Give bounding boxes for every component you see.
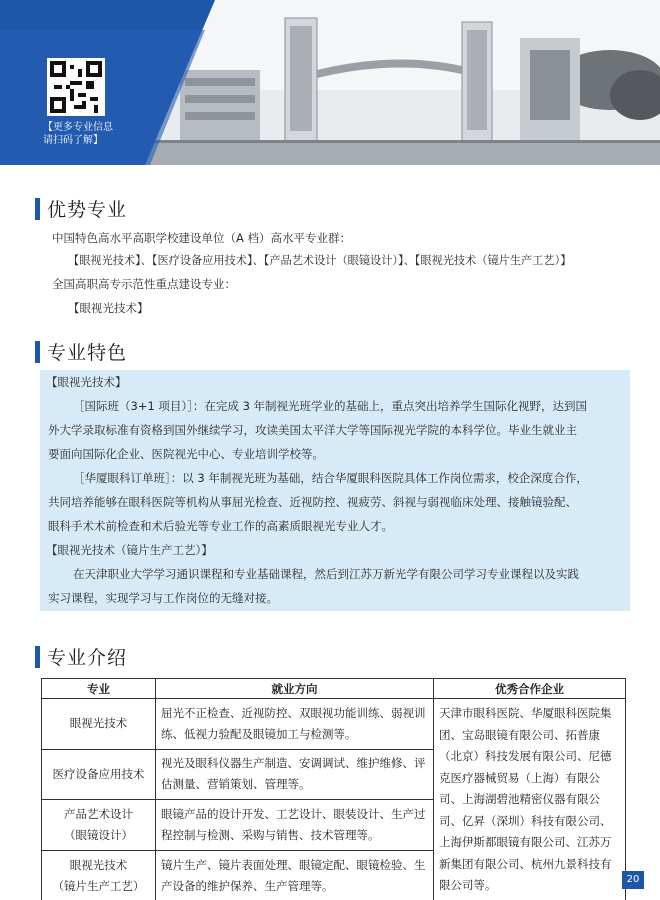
header-major: 专业 <box>42 679 156 699</box>
qr-code[interactable] <box>47 58 105 116</box>
major-name: 眼视光技术 <box>69 857 128 872</box>
advantages-line3: 全国高职高专示范性重点建设专业： <box>52 277 236 291</box>
features-box <box>40 370 630 611</box>
direction-cell: 视光及眼科仪器生产制造、安调调试、维护维修、评估测量、营销策划、管理等。 <box>156 749 434 800</box>
qr-code-icon <box>50 61 102 113</box>
major-cell <box>42 699 156 750</box>
intro-title: 专业介绍 <box>47 647 128 669</box>
major-name: 眼视光技术 <box>69 716 128 731</box>
table-row <box>42 699 626 750</box>
feature-line: 在天津职业大学学习通识课程和专业基础课程，然后到江苏万新光学有限公司学习专业课程以及实践 <box>73 567 579 581</box>
advantages-line2: 【眼视光技术】、【医疗设备应用技术】、【产品艺术设计（眼镜设计）】、【眼视光技术（镜片生产工艺）】 <box>68 254 572 267</box>
major-name: 医疗设备应用技术 <box>52 766 145 781</box>
feature-line: ［国际班（3+1 项目）］：在完成 3 年制视光班学业的基础上，重点突出培养学生国际化视野，达到国 <box>73 399 588 413</box>
qr-caption-line1: 【更多专业信息 <box>43 122 113 133</box>
table-header-row <box>42 679 626 699</box>
major-subname: （眼镜设计） <box>64 828 133 843</box>
features-heading <box>35 338 127 365</box>
advantages-heading <box>35 195 127 222</box>
major-cell <box>42 850 156 900</box>
feature-line: ［华厦眼科订单班］：以 3 年制视光班为基础，结合华厦眼科医院具体工作岗位需求，校企深度合作， <box>73 471 588 485</box>
qr-caption-line2: 请扫码了解】 <box>43 135 103 146</box>
qr-caption <box>43 121 123 147</box>
blue-diagonal-panel <box>0 0 260 165</box>
advantages-line4: 【眼视光技术】 <box>68 301 149 315</box>
partners-cell: 天津市眼科医院、华厦眼科医院集团、宝岛眼镜有限公司、拓普康（北京）科技发展有限公司、尼德克医疗器械贸易（上海）有限公司、上海湖碧池精密仪器有限公司、亿昇（深圳）科技有限公司、上海伊斯都眼镜有限公司、江苏万新集团有限公司、杭州九景科技有限公司等。 <box>434 699 626 900</box>
feature-line: 实习课程，实现学习与工作岗位的无缝对接。 <box>48 591 278 605</box>
feature-line: 共同培养能够在眼科医院等机构从事屈光检查、近视防控、视疲劳、斜视与弱视临床处理、接触镜验配、 <box>48 495 577 509</box>
intro-heading <box>35 643 127 670</box>
feature-line: 【眼视光技术】 <box>46 375 127 389</box>
feature-line: 【眼视光技术（镜片生产工艺）】 <box>46 543 213 557</box>
feature-line: 眼科手术术前检查和术后验光等专业工作的高素质眼视光专业人才。 <box>48 519 393 533</box>
page-number: 20 <box>622 871 644 889</box>
heading-bar <box>35 646 40 668</box>
heading-bar <box>35 198 40 220</box>
header-direction: 就业方向 <box>156 679 434 699</box>
advantages-line1: 中国特色高水平高职学校建设单位（A 档）高水平专业群： <box>52 231 352 245</box>
feature-line: 要面向国际化企业、医院视光中心、专业培训学校等。 <box>48 447 324 461</box>
header-banner <box>0 0 660 165</box>
heading-bar <box>35 341 40 363</box>
features-title: 专业特色 <box>47 342 128 364</box>
major-cell <box>42 749 156 800</box>
direction-cell: 镜片生产、镜片表面处理、眼镜定配、眼镜检验、生产设备的维护保养、生产管理等。 <box>156 850 434 900</box>
major-cell <box>42 800 156 851</box>
direction-cell: 眼镜产品的设计开发、工艺设计、眼装设计、生产过程控制与检测、采购与销售、技术管理等。 <box>156 800 434 851</box>
direction-cell: 屈光不正检查、近视防控、双眼视功能训练、弱视训练、低视力验配及眼镜加工与检测等。 <box>156 699 434 750</box>
advantages-title: 优势专业 <box>47 199 128 221</box>
feature-line: 外大学录取标准有资格到国外继续学习，攻读美国太平洋大学等国际视光学院的本科学位。毕业生就业主 <box>48 423 577 437</box>
header-partners: 优秀合作企业 <box>434 679 626 699</box>
major-subname: （镜片生产工艺） <box>52 878 145 893</box>
majors-table <box>41 678 626 900</box>
major-name: 产品艺术设计 <box>64 807 133 822</box>
